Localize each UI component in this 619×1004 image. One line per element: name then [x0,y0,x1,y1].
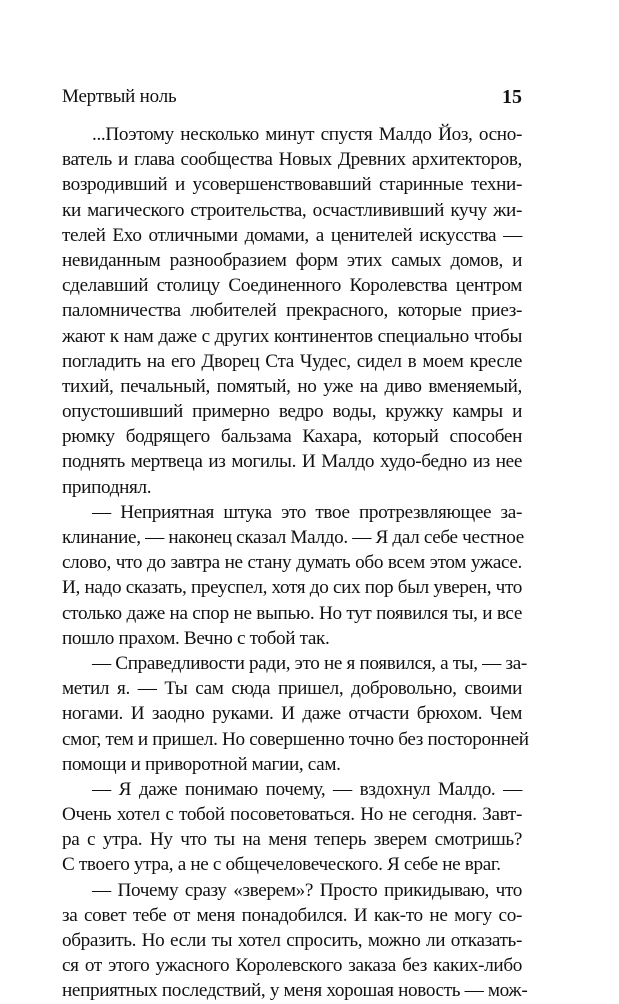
text-line: рюмку бодрящего бальзама Кахара, который способен [62,426,522,448]
text-line: невиданным разнообразием форм этих самых домов, и [62,249,522,271]
text-line: — Справедливости ради, это не я появился, а ты, — за- [92,652,527,674]
text-line: ся от этого ужасного Королевского заказа без каких-либо [62,955,522,977]
text-line: паломничества любителей прекрасного, которые приез- [62,300,522,322]
text-line: погладить на его Дворец Ста Чудес, сидел в моем кресле [62,350,522,372]
page-header [62,84,522,110]
text-line: клинание, — наконец сказал Малдо. — Я дал себе честное [62,527,524,548]
text-line: образить. Но если ты хотел спросить, можно ли отказать- [62,930,522,951]
text-line: тихий, печальный, помятый, но уже на диво вменяемый, [62,375,522,397]
running-title: Мертвый ноль [62,86,177,107]
text-line: приподнял. [62,476,152,498]
text-line: опустошивший примерно ведро воды, кружку камры и [62,401,522,423]
text-line: жают к нам даже с других континентов специально чтобы [62,325,522,347]
text-line: Очень хотел с тобой посоветоваться. Но не сегодня. Завт- [62,804,522,826]
text-line: ...Поэтому несколько минут спустя Малдо Йоз, осно- [92,124,522,145]
text-line: поднять мертвеца из могилы. И Малдо худо-бедно из нее [62,451,522,473]
text-line: — Неприятная штука это твое протрезвляющее за- [92,501,522,523]
text-line: — Почему сразу «зверем»? Просто прикидываю, что [92,879,522,901]
text-line: столько даже на спор не выпью. Но тут появился ты, и все [62,602,522,624]
text-line: телей Ехо отличными домами, а ценителей искусства — [62,224,522,246]
text-line: ногами. И заодно руками. И даже отчасти брюхом. Чем [62,703,522,725]
text-line: возродивший и усовершенствовавший старинные техни- [62,174,522,196]
text-line: смог, тем и пришел. Но совершенно точно без посторонней [62,728,529,750]
text-line: С твоего утра, а не с общечеловеческого. Я себе не враг. [62,854,501,876]
text-line: за совет тебе от меня понадобился. И как-то не могу со- [62,904,522,926]
text-line: сделавший столицу Соединенного Королевства центром [62,275,522,297]
text-line: метил я. — Ты сам сюда пришел, добровольно, своими [62,678,522,700]
body-text [62,122,529,1004]
text-line: — Я даже понимаю почему, — вздохнул Малдо. — [92,778,522,800]
text-line: ки магического строительства, осчастлививший кучу жи- [62,199,522,221]
text-line: И, надо сказать, преуспел, хотя до сих пор был уверен, что [62,577,522,599]
page-number: 15 [502,86,522,108]
text-line: пошло прахом. Вечно с тобой так. [62,627,330,649]
text-line: ра с утра. Ну что ты на меня теперь зверем смотришь? [62,829,522,851]
text-line: помощи и приворотной магии, сам. [62,753,341,775]
text-line: ватель и глава сообщества Новых Древних архитекторов, [62,149,522,171]
text-line: неприятных последствий, у меня хорошая новость — мож- [62,980,528,1002]
text-line: слово, что до завтра не стану думать обо всем этом ужасе. [62,552,522,574]
